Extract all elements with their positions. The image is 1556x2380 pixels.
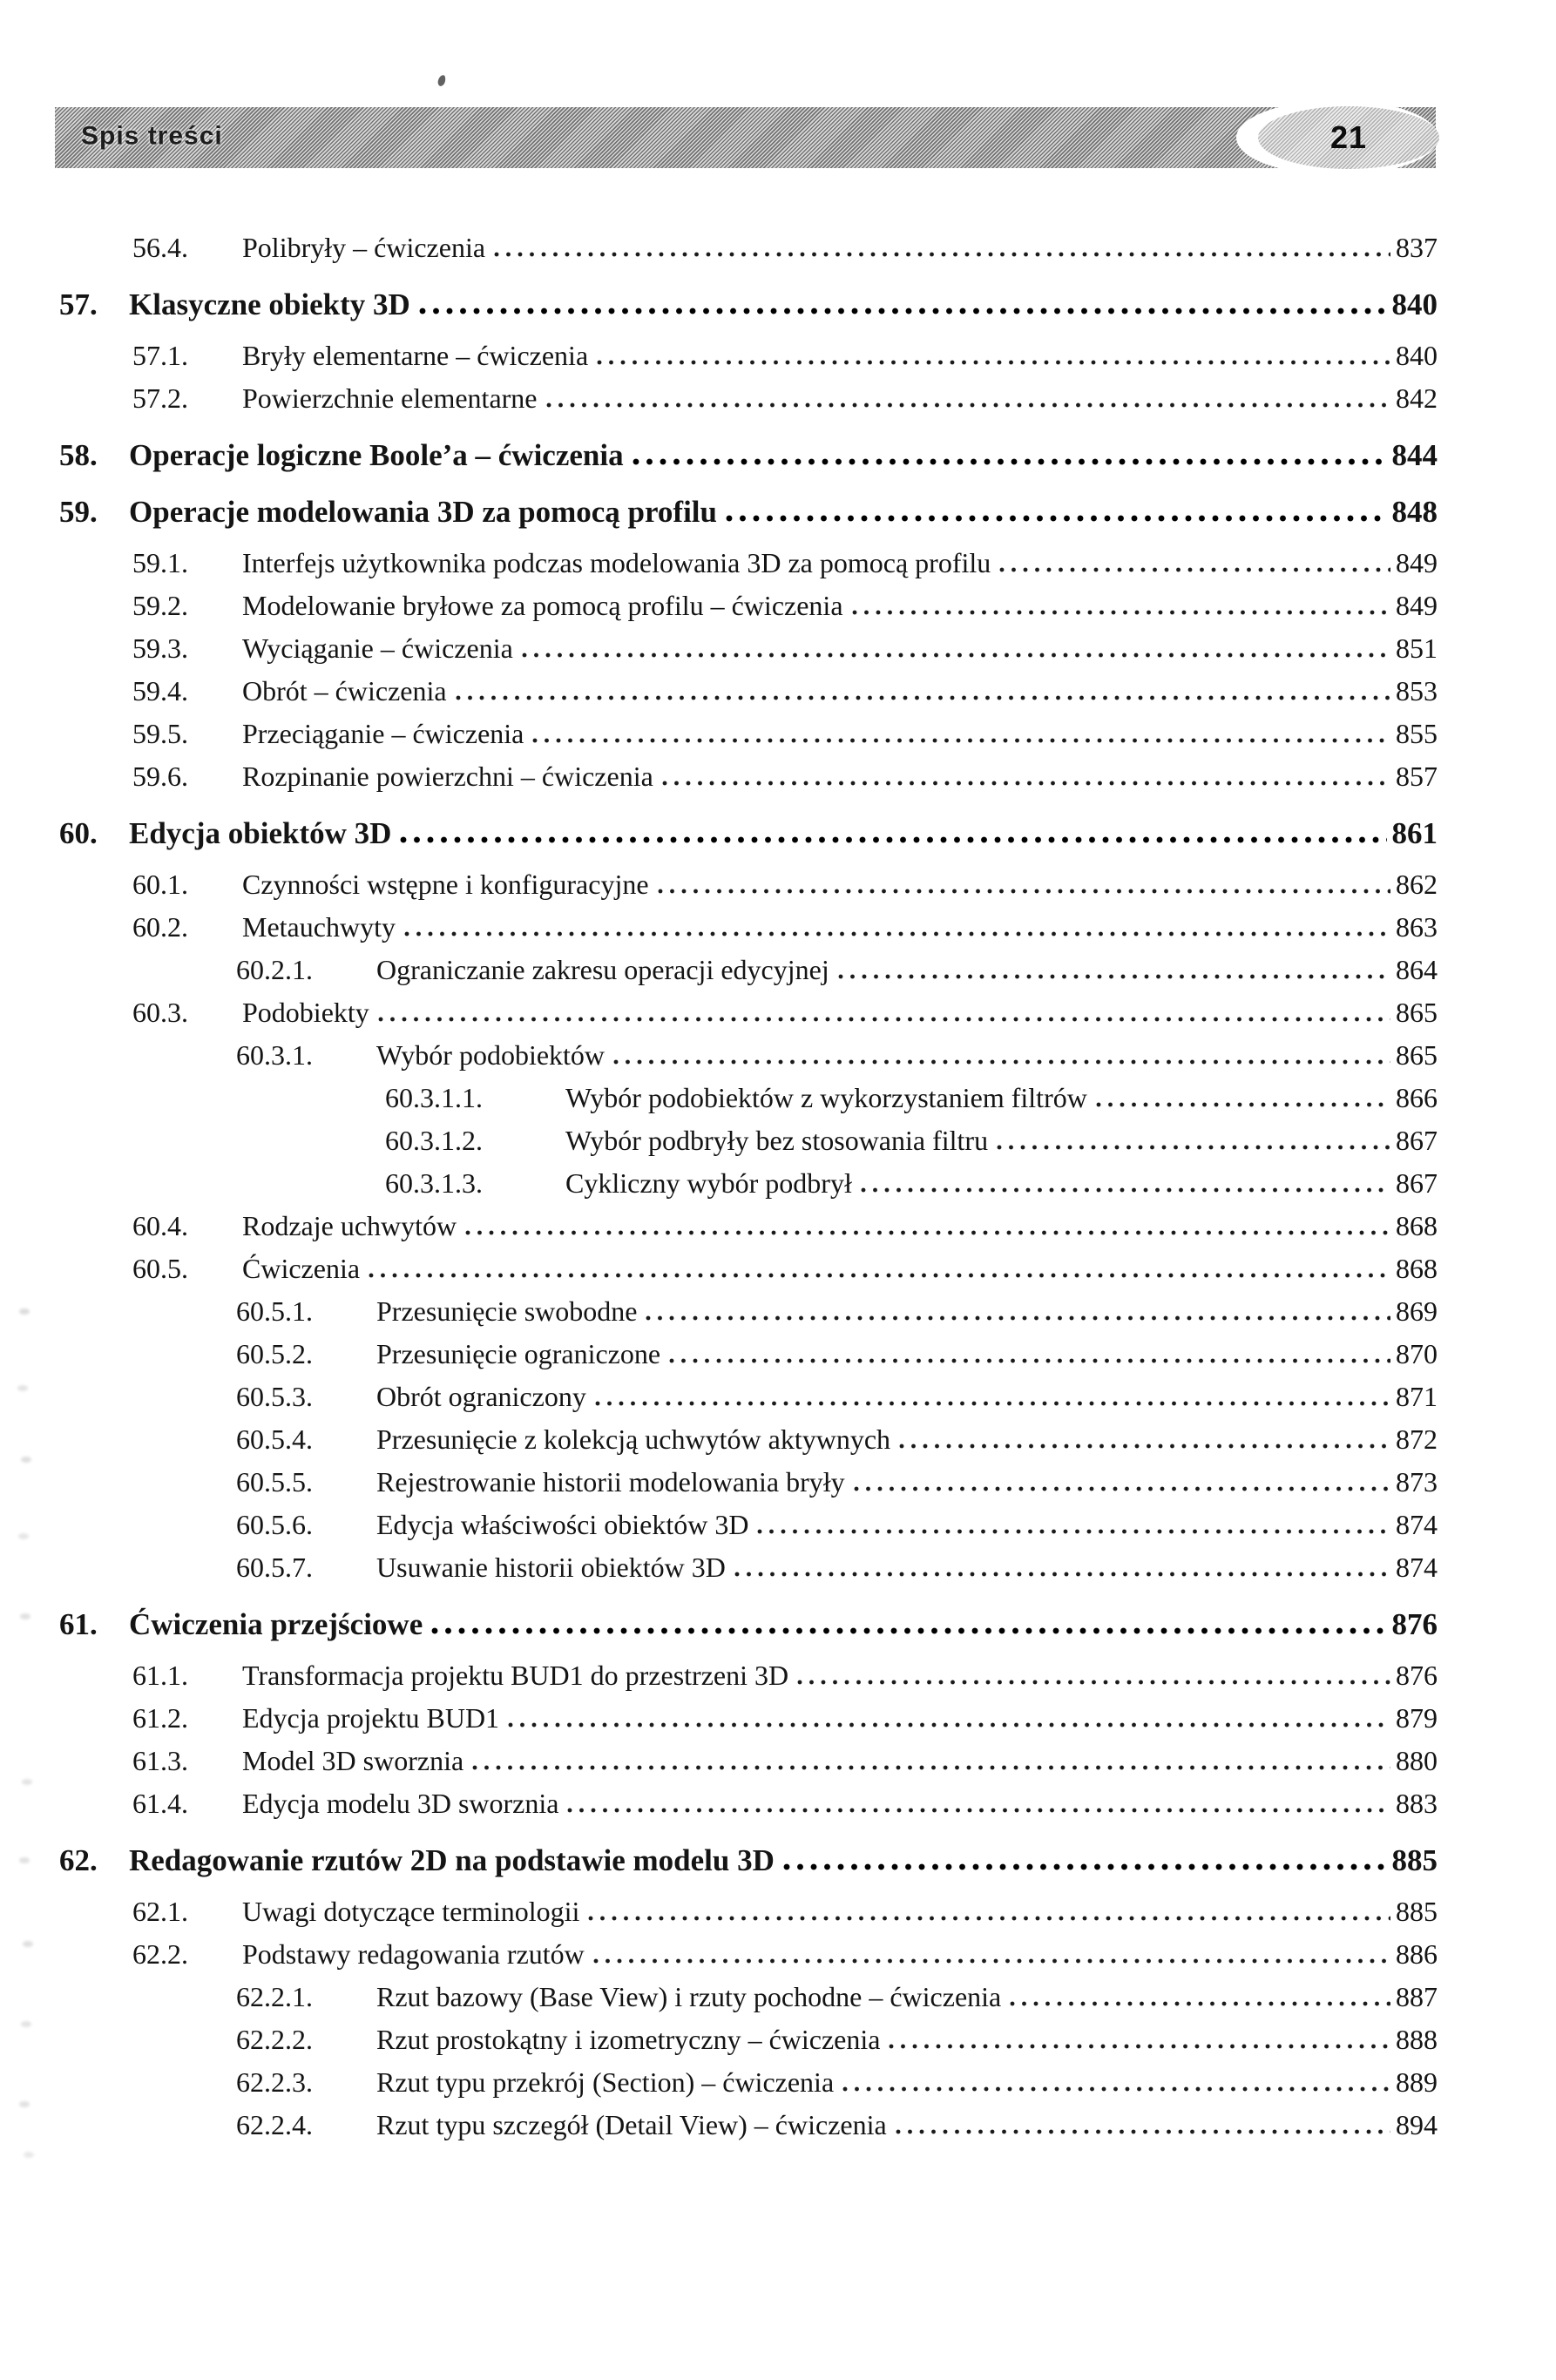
dotted-leader [726,515,1387,522]
entry-number: 60.5.6. [236,1509,313,1540]
page-number-badge [1236,100,1438,175]
toc-entry-row [0,1504,1438,1546]
toc-entry-row [0,1933,1438,1976]
dotted-leader [378,1017,1390,1022]
toc-header-bar [55,107,1436,168]
dotted-leader [999,567,1390,572]
entry-number: 60.3.1.1. [385,1082,483,1113]
entry-page-number: 837 [1396,232,1438,263]
toc-entry-row [0,670,1438,713]
entry-title: Bryły elementarne – ćwiczenia [242,340,589,371]
entry-title: Wyciąganie – ćwiczenia [242,632,513,664]
entry-page-number: 876 [1396,1660,1438,1691]
entry-title: Edycja projektu BUD1 [242,1702,500,1734]
entry-title: Ćwiczenia przejściowe [129,1607,423,1641]
entry-number: 62. [59,1843,98,1877]
toc-entry-row [0,1603,1438,1646]
entry-number: 59. [59,495,98,529]
entry-page-number: 868 [1396,1210,1438,1241]
entry-title: Polibryły – ćwiczenia [242,232,486,263]
entry-title: Podstawy redagowania rzutów [242,1938,585,1970]
entry-page-number: 848 [1391,495,1438,529]
entry-page-number: 889 [1396,2066,1438,2098]
entry-page-number: 879 [1396,1702,1438,1734]
entry-title: Rzut typu szczegół (Detail View) – ćwiczenia [376,2109,887,2140]
dotted-leader [646,1315,1390,1321]
entry-page-number: 874 [1396,1509,1438,1540]
dotted-leader [842,2086,1390,2092]
entry-page-number: 867 [1396,1125,1438,1156]
entry-title: Rzut bazowy (Base View) i rzuty pochodne – ćwiczenia [376,1981,1002,2012]
toc-entry-row [0,906,1438,949]
dotted-leader [797,1680,1390,1685]
entry-number: 62.1. [132,1896,188,1927]
entry-title: Czynności wstępne i konfiguracyjne [242,869,649,900]
dotted-leader [757,1529,1390,1534]
dotted-leader [861,1187,1390,1193]
dotted-leader [419,308,1387,314]
entry-title: Cykliczny wybór podbrył [565,1167,852,1199]
toc-entry-row [0,542,1438,585]
entry-title: Wybór podbryły bez stosowania filtru [565,1125,989,1156]
toc-entry-row [0,713,1438,755]
entry-page-number: 857 [1396,761,1438,792]
toc-entry-row [0,227,1438,269]
entry-number: 60. [59,816,98,850]
page-number-badge-inner [1258,106,1439,169]
entry-title: Modelowanie bryłowe za pomocą profilu – ćwiczenia [242,590,843,621]
page-number: 21 [1329,119,1368,155]
dotted-leader [658,889,1390,894]
entry-title: Klasyczne obiekty 3D [129,287,410,321]
entry-page-number: 863 [1396,911,1438,943]
entry-page-number: 866 [1396,1082,1438,1113]
entry-page-number: 867 [1396,1167,1438,1199]
entry-number: 61.3. [132,1745,188,1776]
toc-entry-row [0,812,1438,855]
toc-entry-row [0,1461,1438,1504]
dotted-leader [456,695,1390,700]
entry-title: Ograniczanie zakresu operacji edycyjnej [376,954,829,985]
entry-title: Edycja właściwości obiektów 3D [376,1509,749,1540]
entry-number: 59.3. [132,632,188,664]
toc-entry-row [0,863,1438,906]
entry-page-number: 840 [1396,340,1438,371]
entry-page-number: 851 [1396,632,1438,664]
dotted-leader [613,1059,1390,1065]
entry-title: Operacje modelowania 3D za pomocą profilu [129,495,717,529]
toc-entry-row [0,755,1438,798]
dotted-leader [472,1765,1390,1770]
entry-number: 62.2.4. [236,2109,313,2140]
toc-entry-row [0,1654,1438,1697]
dotted-leader [783,1863,1387,1870]
entry-number: 62.2.1. [236,1981,313,2012]
entry-page-number: 880 [1396,1745,1438,1776]
entry-number: 60.5.7. [236,1552,313,1583]
entry-number: 60.5. [132,1253,188,1284]
entry-title: Przesunięcie z kolekcją uchwytów aktywnych [376,1423,891,1455]
entry-page-number: 894 [1396,2109,1438,2140]
toc-entry-row [0,1333,1438,1376]
entry-title: Edycja obiektów 3D [129,816,392,850]
entry-number: 57.2. [132,382,188,414]
entry-number: 60.3.1.3. [385,1167,483,1199]
entry-number: 59.2. [132,590,188,621]
toc-entry-row [0,1976,1438,2018]
scan-artifact [437,74,447,87]
entry-page-number: 883 [1396,1788,1438,1819]
toc-entry-row [0,2061,1438,2104]
entry-title: Obrót ograniczony [376,1381,586,1412]
entry-number: 62.2. [132,1938,188,1970]
entry-number: 59.6. [132,761,188,792]
entry-title: Usuwanie historii obiektów 3D [376,1552,726,1583]
dotted-leader [1096,1102,1390,1107]
toc-entry-row [0,1418,1438,1461]
entry-page-number: 853 [1396,675,1438,707]
entry-page-number: 862 [1396,869,1438,900]
entry-page-number: 865 [1396,997,1438,1028]
entry-title: Operacje logiczne Boole’a – ćwiczenia [129,438,624,472]
entry-page-number: 868 [1396,1253,1438,1284]
entry-number: 59.4. [132,675,188,707]
entry-number: 57. [59,287,98,321]
entry-number: 62.2.3. [236,2066,313,2098]
entry-page-number: 840 [1391,287,1438,321]
dotted-leader [854,1486,1390,1491]
entry-number: 61.2. [132,1702,188,1734]
toc-entry-row [0,434,1438,477]
entry-title: Rozpinanie powierzchni – ćwiczenia [242,761,653,792]
entry-number: 57.1. [132,340,188,371]
toc-entry-row [0,1890,1438,1933]
toc-entry-row [0,1740,1438,1782]
toc-entry-row [0,283,1438,326]
dotted-leader [404,931,1390,936]
entry-number: 60.3.1.2. [385,1125,483,1156]
dotted-leader [400,836,1386,843]
toc-entry-row [0,2018,1438,2061]
entry-page-number: 876 [1391,1607,1438,1641]
entry-number: 60.4. [132,1210,188,1241]
entry-number: 60.5.1. [236,1295,313,1327]
dotted-leader [896,2129,1390,2134]
dotted-leader [494,252,1390,257]
entry-title: Transformacja projektu BUD1 do przestrzeni 3D [242,1660,789,1691]
toc-entry-row [0,1119,1438,1162]
dotted-leader [595,1401,1390,1406]
entry-page-number: 849 [1396,590,1438,621]
entry-page-number: 844 [1391,438,1438,472]
entry-number: 61.4. [132,1788,188,1819]
entry-number: 58. [59,438,98,472]
dotted-leader [852,610,1390,615]
entry-title: Metauchwyty [242,911,396,943]
dotted-leader [593,1958,1390,1964]
entry-number: 60.5.2. [236,1338,313,1369]
toc-entry-row [0,1247,1438,1290]
toc-entry-row [0,949,1438,991]
entry-number: 60.2. [132,911,188,943]
entry-page-number: 855 [1396,718,1438,749]
dotted-leader [588,1916,1390,1921]
entry-page-number: 842 [1396,382,1438,414]
dotted-leader [1010,2001,1390,2006]
toc-entry-row [0,585,1438,627]
entry-title: Podobiekty [242,997,369,1028]
dotted-leader [889,2044,1390,2049]
toc-entry-row [0,1376,1438,1418]
entry-title: Interfejs użytkownika podczas modelowania 3D za pomocą profilu [242,547,991,578]
toc-entry-row [0,1077,1438,1119]
dotted-leader [431,1627,1386,1634]
entry-number: 60.5.3. [236,1381,313,1412]
toc-entry-row [0,2104,1438,2147]
dotted-leader [597,360,1390,365]
table-of-contents [0,227,1438,2147]
entry-page-number: 885 [1396,1896,1438,1927]
entry-title: Model 3D sworznia [242,1745,464,1776]
entry-number: 60.1. [132,869,188,900]
toc-entry-row [0,1546,1438,1589]
entry-title: Rzut prostokątny i izometryczny – ćwiczenia [376,2024,881,2055]
entry-page-number: 870 [1396,1338,1438,1369]
dotted-leader [532,738,1390,743]
entry-title: Rodzaje uchwytów [242,1210,457,1241]
entry-title: Przesunięcie swobodne [376,1295,638,1327]
toc-entry-row [0,377,1438,420]
entry-page-number: 873 [1396,1466,1438,1498]
entry-page-number: 887 [1396,1981,1438,2012]
dotted-leader [465,1230,1390,1235]
entry-title: Rzut typu przekrój (Section) – ćwiczenia [376,2066,835,2098]
dotted-leader [899,1444,1390,1449]
dotted-leader [838,974,1390,979]
entry-number: 60.5.5. [236,1466,313,1498]
entry-page-number: 888 [1396,2024,1438,2055]
entry-page-number: 849 [1396,547,1438,578]
toc-entry-row [0,1290,1438,1333]
entry-title: Uwagi dotyczące terminologii [242,1896,580,1927]
page-title: Spis treści [81,121,223,151]
entry-page-number: 874 [1396,1552,1438,1583]
entry-number: 60.3. [132,997,188,1028]
entry-title: Edycja modelu 3D sworznia [242,1788,559,1819]
entry-title: Przesunięcie ograniczone [376,1338,661,1369]
dotted-leader [633,458,1387,465]
toc-entry-row [0,490,1438,533]
entry-page-number: 886 [1396,1938,1438,1970]
dotted-leader [734,1572,1390,1577]
dotted-leader [369,1273,1390,1278]
dotted-leader [546,402,1391,408]
toc-entry-row [0,627,1438,670]
entry-title: Redagowanie rzutów 2D na podstawie modelu 3D [129,1843,775,1877]
dotted-leader [997,1145,1390,1150]
entry-title: Wybór podobiektów [376,1039,605,1071]
entry-number: 61. [59,1607,98,1641]
entry-number: 62.2.2. [236,2024,313,2055]
dotted-leader [522,652,1390,658]
toc-entry-row [0,1697,1438,1740]
entry-page-number: 861 [1391,816,1438,850]
entry-number: 56.4. [132,232,188,263]
dotted-leader [669,1358,1390,1363]
entry-page-number: 871 [1396,1381,1438,1412]
entry-page-number: 869 [1396,1295,1438,1327]
toc-entry-row [0,991,1438,1034]
entry-page-number: 865 [1396,1039,1438,1071]
entry-title: Powierzchnie elementarne [242,382,538,414]
scan-bleedthrough-marks [0,0,10,6]
toc-entry-row [0,1205,1438,1247]
entry-number: 60.2.1. [236,954,313,985]
toc-entry-row [0,1839,1438,1882]
entry-number: 61.1. [132,1660,188,1691]
dotted-leader [567,1808,1390,1813]
entry-number: 60.3.1. [236,1039,313,1071]
toc-entry-row [0,335,1438,377]
toc-entry-row [0,1782,1438,1825]
entry-number: 60.5.4. [236,1423,313,1455]
entry-title: Ćwiczenia [242,1253,361,1284]
entry-page-number: 864 [1396,954,1438,985]
entry-title: Obrót – ćwiczenia [242,675,447,707]
entry-title: Przeciąganie – ćwiczenia [242,718,524,749]
toc-entry-row [0,1034,1438,1077]
entry-title: Wybór podobiektów z wykorzystaniem filtrów [565,1082,1087,1113]
entry-page-number: 872 [1396,1423,1438,1455]
toc-entry-row [0,1162,1438,1205]
dotted-leader [508,1722,1390,1728]
dotted-leader [662,781,1390,786]
entry-number: 59.5. [132,718,188,749]
entry-number: 59.1. [132,547,188,578]
entry-title: Rejestrowanie historii modelowania bryły [376,1466,845,1498]
entry-page-number: 885 [1391,1843,1438,1877]
